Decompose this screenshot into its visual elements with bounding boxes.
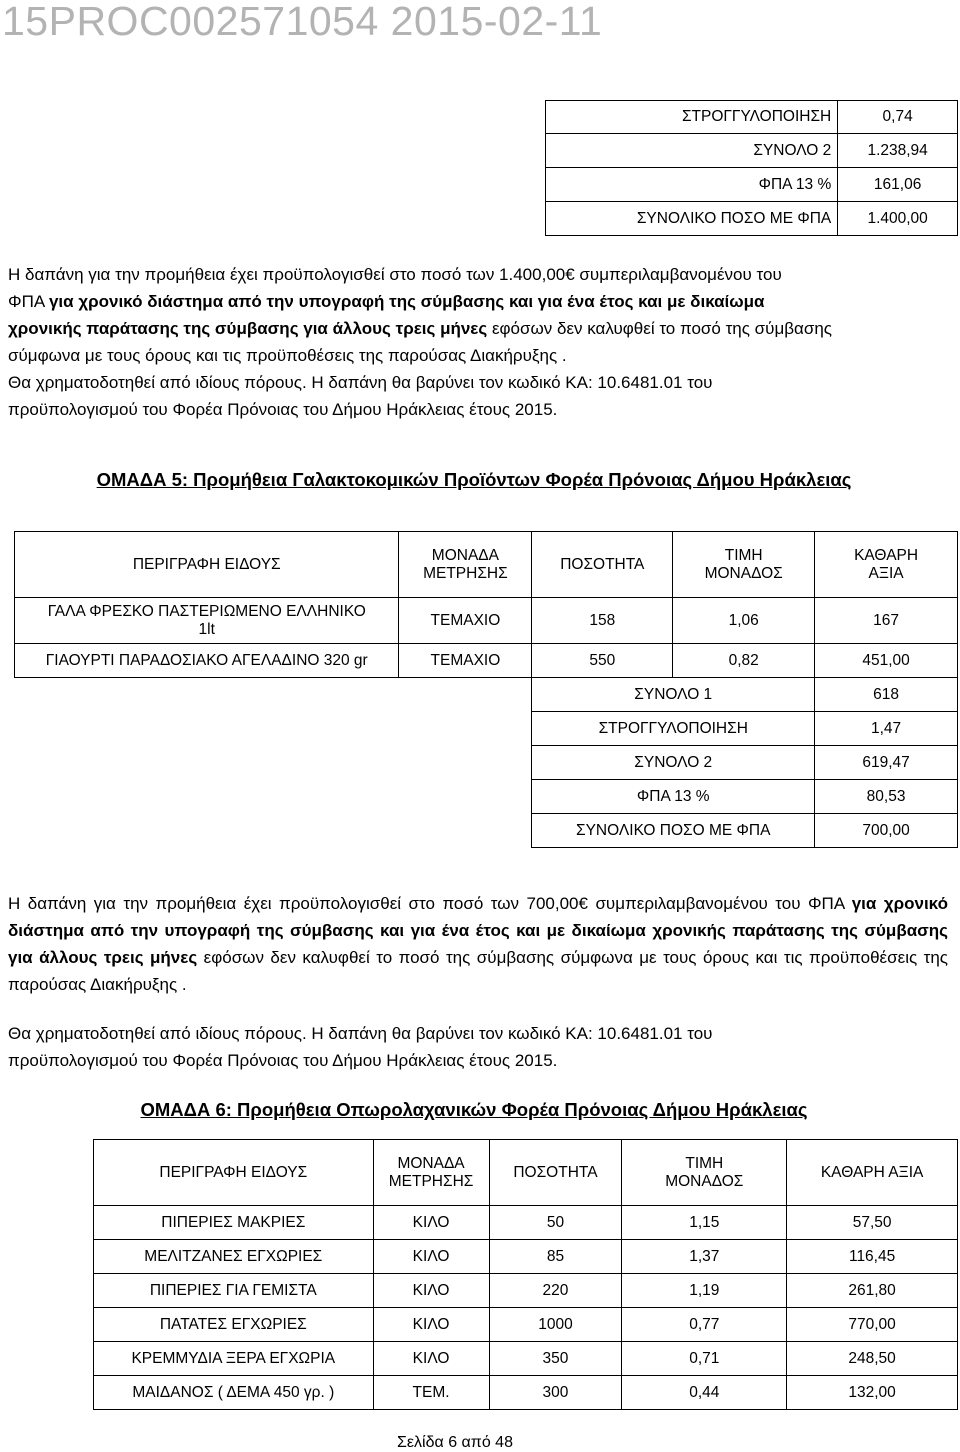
item-unit: ΚΙΛΟ [373, 1308, 489, 1342]
item-unit-price: 1,37 [622, 1240, 787, 1274]
spacer [15, 746, 532, 780]
item-unit-price: 1,15 [622, 1206, 787, 1240]
item-unit: ΤΕΜ. [373, 1376, 489, 1410]
summary-label: ΣΥΝΟΛΟ 1 [532, 678, 815, 712]
summary-row [15, 678, 958, 712]
summary-label: ΣΥΝΟΛΙΚΟ ΠΟΣΟ ΜΕ ΦΠΑ [532, 814, 815, 848]
table-row [15, 644, 958, 678]
item-unit: ΚΙΛΟ [373, 1274, 489, 1308]
top-summary-table [545, 100, 958, 236]
header-text: ΜΟΝΑΔΑ [397, 1154, 465, 1172]
table-row [94, 1342, 958, 1376]
group5-title: ΟΜΑΔΑ 5: Προμήθεια Γαλακτοκομικών Προϊόντων Φορέα Πρόνοιας Δήμου Ηράκλειας [96, 469, 852, 490]
item-net-value: 261,80 [787, 1274, 958, 1308]
group5-table [14, 531, 958, 848]
item-quantity: 220 [489, 1274, 622, 1308]
table-row [94, 1376, 958, 1410]
page-number: Σελίδα 6 από 48 [397, 1434, 513, 1451]
table-row [94, 1308, 958, 1342]
item-net-value: 116,45 [787, 1240, 958, 1274]
spacer [15, 678, 532, 712]
header-unit-price [622, 1140, 787, 1206]
item-unit: ΤΕΜΑΧΙΟ [399, 598, 532, 644]
item-unit: ΚΙΛΟ [373, 1342, 489, 1376]
text-line: σύμφωνα με τους όρους και τις προϋποθέσεις της παρούσας Διακήρυξης . [8, 346, 567, 365]
summary-value: 1,47 [815, 712, 958, 746]
summary-value: 161,06 [838, 168, 958, 202]
funding-line: Θα χρηματοδοτηθεί από ιδίους πόρους. Η δαπάνη θα βαρύνει τον κωδικό ΚΑ: 10.6481.01 του [8, 1024, 713, 1043]
summary-value: 619,47 [815, 746, 958, 780]
header-text: ΑΞΙΑ [868, 564, 904, 582]
summary-row [546, 202, 958, 236]
table-row [94, 1274, 958, 1308]
item-description: ΜΑΙΔΑΝΟΣ ( ΔΕΜΑ 450 γρ. ) [94, 1376, 374, 1410]
text-line [8, 288, 948, 315]
text-span: εφόσων δεν καλυφθεί το ποσό της σύμβασης σύμφωνα με τους όρους και τις προϋποθέσεις της παρούσας Διακήρυξης . [8, 948, 948, 994]
text-line [8, 315, 948, 342]
budget-line: προϋπολογισμού του Φορέα Πρόνοιας του Δήμου Ηράκλειας έτους 2015. [8, 1051, 558, 1070]
table-row [94, 1206, 958, 1240]
header-description: ΠΕΡΙΓΡΑΦΗ ΕΙΔΟΥΣ [94, 1140, 374, 1206]
table-row [94, 1240, 958, 1274]
item-quantity: 50 [489, 1206, 622, 1240]
text-block [8, 890, 948, 998]
table-row [15, 598, 958, 644]
item-description: ΓΙΑΟΥΡΤΙ ΠΑΡΑΔΟΣΙΑΚΟ ΑΓΕΛΑΔΙΝΟ 320 gr [15, 644, 399, 678]
summary-label: ΦΠΑ 13 % [546, 168, 838, 202]
text-span: Η δαπάνη για την προμήθεια έχει προϋπολογισθεί στο ποσό των 700,00€ συμπεριλαμβανομένου του ΦΠΑ [8, 894, 852, 913]
summary-value: 618 [815, 678, 958, 712]
summary-row [546, 134, 958, 168]
text-line: Η δαπάνη για την προμήθεια έχει προϋπολογισθεί στο ποσό των 1.400,00€ συμπεριλαμβανομένου του [8, 265, 782, 284]
header-text: ΜΟΝΑΔΑ [431, 546, 499, 564]
item-description: ΠΙΠΕΡΙΕΣ ΓΙΑ ΓΕΜΙΣΤΑ [94, 1274, 374, 1308]
item-text: ΓΑΛΑ ΦΡΕΣΚΟ ΠΑΣΤΕΡΙΩΜΕΝΟ ΕΛΛΗΝΙΚΟ [47, 602, 366, 620]
header-text: ΤΙΜΗ [685, 1154, 724, 1172]
summary-row [15, 712, 958, 746]
summary-label: ΣΤΡΟΓΓΥΛΟΠΟΙΗΣΗ [546, 101, 838, 134]
header-text: ΤΙΜΗ [724, 546, 763, 564]
summary-value: 1.400,00 [838, 202, 958, 236]
summary-row [15, 746, 958, 780]
header-description: ΠΕΡΙΓΡΑΦΗ ΕΙΔΟΥΣ [15, 532, 399, 598]
item-net-value: 451,00 [815, 644, 958, 678]
budget-line: προϋπολογισμού του Φορέα Πρόνοιας του Δήμου Ηράκλειας έτους 2015. [8, 400, 558, 419]
item-unit-price: 1,19 [622, 1274, 787, 1308]
summary-value: 700,00 [815, 814, 958, 848]
header-net-value [815, 532, 958, 598]
header-quantity: ΠΟΣΟΤΗΤΑ [489, 1140, 622, 1206]
extension-text: χρονικής παράτασης της σύμβασης για άλλους τρεις μήνες [8, 319, 488, 338]
item-net-value: 167 [815, 598, 958, 644]
item-unit: ΚΙΛΟ [373, 1206, 489, 1240]
item-unit-price: 0,77 [622, 1308, 787, 1342]
item-quantity: 550 [532, 644, 673, 678]
item-unit: ΚΙΛΟ [373, 1240, 489, 1274]
header-text: ΚΑΘΑΡΗ [854, 546, 919, 564]
contract-duration-text: για χρονικό διάστημα από την υπογραφή της σύμβασης και για ένα έτος και με δικαίωμα χρονικής παράτασης της σύμβασης για άλλους τρεις μήνες [8, 894, 948, 967]
spacer [15, 780, 532, 814]
item-unit-price: 0,71 [622, 1342, 787, 1376]
item-net-value: 57,50 [787, 1206, 958, 1240]
summary-label: ΦΠΑ 13 % [532, 780, 815, 814]
header-text: ΜΕΤΡΗΣΗΣ [388, 1172, 474, 1190]
summary-row [15, 814, 958, 848]
summary-row [15, 780, 958, 814]
item-description: ΠΑΤΑΤΕΣ ΕΓΧΩΡΙΕΣ [94, 1308, 374, 1342]
group6-title: ΟΜΑΔΑ 6: Προμήθεια Οπωρολαχανικών Φορέα Πρόνοιας Δήμου Ηράκλειας [140, 1099, 808, 1120]
item-quantity: 300 [489, 1376, 622, 1410]
header-unit [373, 1140, 489, 1206]
header-text: ΜΟΝΑΔΟΣ [665, 1172, 744, 1190]
document-id-watermark: 15PROC002571054 2015-02-11 [2, 0, 603, 44]
summary-value: 0,74 [838, 101, 958, 134]
funding-line: Θα χρηματοδοτηθεί από ιδίους πόρους. Η δαπάνη θα βαρύνει τον κωδικό ΚΑ: 10.6481.01 του [8, 373, 713, 392]
header-unit-price [673, 532, 815, 598]
item-unit: ΤΕΜΑΧΙΟ [399, 644, 532, 678]
spacer [15, 814, 532, 848]
summary-row [546, 168, 958, 202]
item-description: ΠΙΠΕΡΙΕΣ ΜΑΚΡΙΕΣ [94, 1206, 374, 1240]
item-quantity: 85 [489, 1240, 622, 1274]
item-description: ΚΡΕΜΜΥΔΙΑ ΞΕΡΑ ΕΓΧΩΡΙΑ [94, 1342, 374, 1376]
summary-label: ΣΥΝΟΛΟ 2 [532, 746, 815, 780]
item-quantity: 1000 [489, 1308, 622, 1342]
budget-paragraph-1 [8, 261, 948, 423]
item-unit-price: 1,06 [673, 598, 815, 644]
item-description: ΜΕΛΙΤΖΑΝΕΣ ΕΓΧΩΡΙΕΣ [94, 1240, 374, 1274]
summary-row [546, 101, 958, 134]
text-span: ΦΠΑ [8, 292, 49, 311]
summary-value: 80,53 [815, 780, 958, 814]
item-text: 1lt [198, 620, 215, 638]
summary-label: ΣΥΝΟΛΙΚΟ ΠΟΣΟ ΜΕ ΦΠΑ [546, 202, 838, 236]
header-quantity: ΠΟΣΟΤΗΤΑ [532, 532, 673, 598]
contract-duration-text: για χρονικό διάστημα από την υπογραφή της σύμβασης και για ένα έτος και με δικαίωμα [48, 292, 765, 311]
summary-value: 1.238,94 [838, 134, 958, 168]
item-net-value: 770,00 [787, 1308, 958, 1342]
item-net-value: 248,50 [787, 1342, 958, 1376]
item-net-value: 132,00 [787, 1376, 958, 1410]
item-quantity: 350 [489, 1342, 622, 1376]
table-header-row [94, 1140, 958, 1206]
header-text: ΜΟΝΑΔΟΣ [704, 564, 783, 582]
item-unit-price: 0,82 [673, 644, 815, 678]
group6-table [93, 1139, 958, 1410]
text-span: εφόσων δεν καλυφθεί το ποσό της σύμβασης [487, 319, 832, 338]
item-description [15, 598, 399, 644]
summary-label: ΣΥΝΟΛΟ 2 [546, 134, 838, 168]
header-unit [399, 532, 532, 598]
summary-label: ΣΤΡΟΓΓΥΛΟΠΟΙΗΣΗ [532, 712, 815, 746]
budget-paragraph-2 [8, 890, 948, 1074]
header-net-value: ΚΑΘΑΡΗ ΑΞΙΑ [787, 1140, 958, 1206]
header-text: ΜΕΤΡΗΣΗΣ [423, 564, 508, 582]
item-quantity: 158 [532, 598, 673, 644]
spacer [15, 712, 532, 746]
item-unit-price: 0,44 [622, 1376, 787, 1410]
table-header-row [15, 532, 958, 598]
